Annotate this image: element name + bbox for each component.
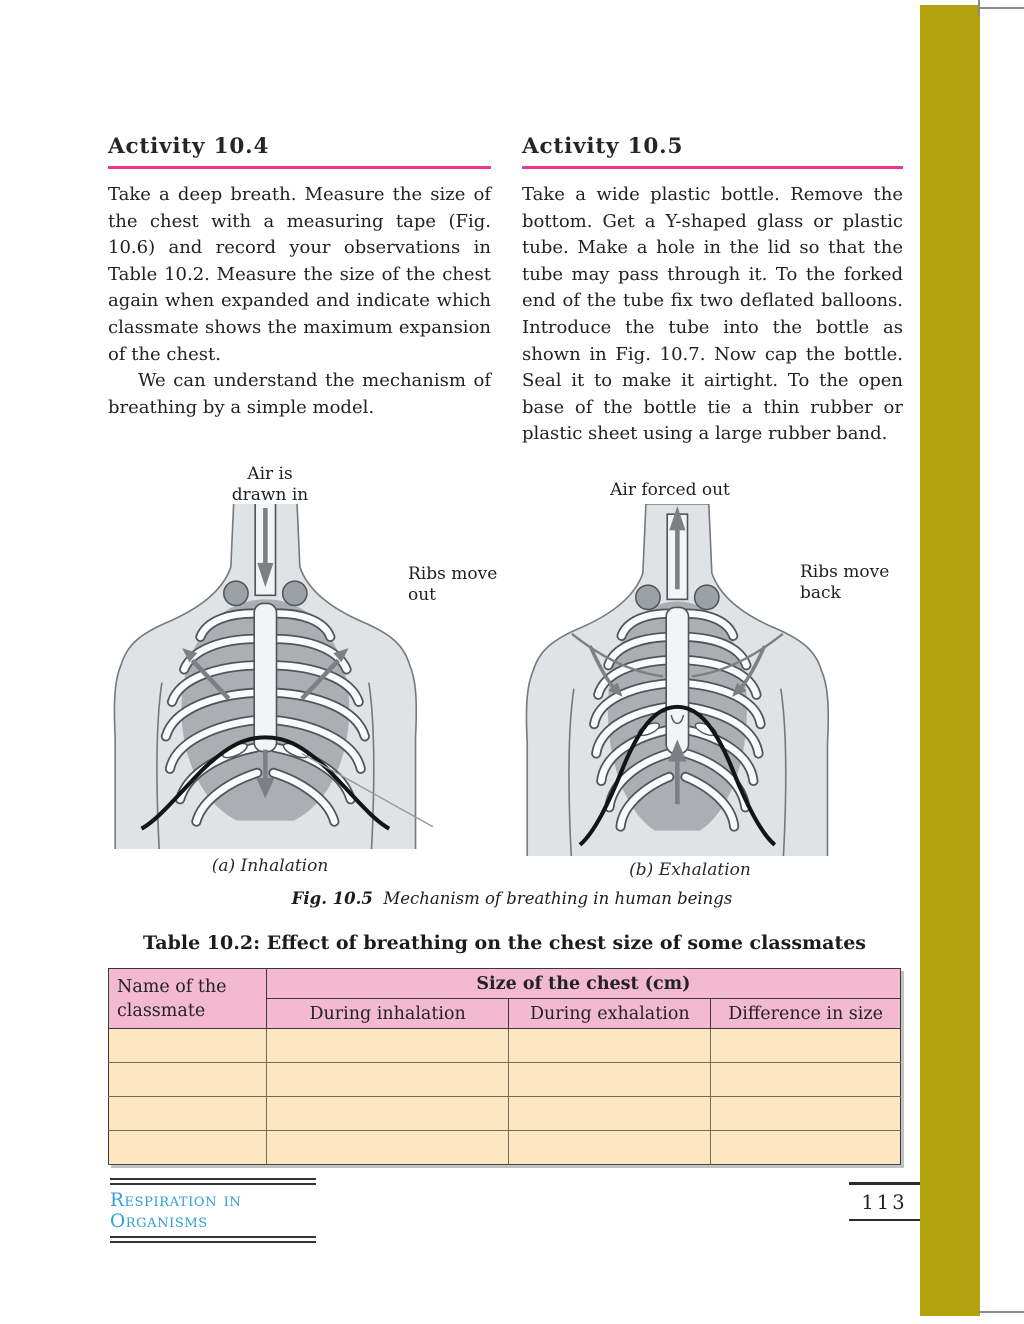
activity-10-5-section (522, 134, 903, 448)
table-empty-cell (509, 1097, 711, 1131)
column-header-exhalation: During exhalation (509, 999, 711, 1029)
table-empty-cell (266, 1029, 509, 1063)
table-empty-cell (711, 1029, 901, 1063)
observation-table (108, 968, 901, 1165)
table-title (108, 932, 901, 954)
table-empty-cell (266, 1131, 509, 1165)
table-empty-cell (109, 1097, 267, 1131)
table-empty-cell (711, 1063, 901, 1097)
column-header-inhalation: During inhalation (266, 999, 509, 1029)
ribs-move-back-label: Ribs move back (800, 562, 890, 603)
footer-chapter-block (110, 1178, 316, 1243)
inhalation-ribcage-illustration (103, 504, 448, 849)
table-empty-cell (109, 1029, 267, 1063)
ribs-move-out-label: Ribs move out (408, 564, 498, 605)
table-empty-cell (711, 1097, 901, 1131)
double-rule (110, 1236, 316, 1243)
exhalation-caption: (b) Exhalation (629, 860, 751, 880)
exhalation-ribcage-illustration (515, 504, 860, 856)
activity-10-4-section (108, 134, 491, 421)
activity-10-4-paragraph: Take a deep breath. Measure the size of the chest with a measuring tape (Fig. 10.6) and record your observations in Table 10.2. Measure the size of the chest again when expanded and indicate which classmate shows the maximum expansion of the chest. (108, 184, 491, 365)
table-empty-cell (266, 1063, 509, 1097)
activity-10-4-paragraph: We can understand the mechanism of breathing by a simple model. (108, 370, 491, 418)
table-header-row (109, 969, 901, 999)
crop-mark (978, 1311, 1024, 1313)
figure-caption (117, 889, 907, 908)
table-empty-row (109, 1029, 901, 1063)
double-rule (110, 1178, 316, 1185)
table-empty-cell (711, 1131, 901, 1165)
rule (849, 1182, 920, 1185)
column-group-header: Size of the chest (cm) (266, 969, 900, 999)
table-empty-row (109, 1063, 901, 1097)
figure-caption-text: Mechanism of breathing in human beings (383, 889, 733, 908)
pink-rule (108, 166, 491, 169)
air-drawn-in-label: Air is drawn in (231, 464, 309, 505)
table-body (109, 1029, 901, 1165)
table-empty-row (109, 1097, 901, 1131)
table-empty-cell (509, 1063, 711, 1097)
activity-10-5-paragraph: Take a wide plastic bottle. Remove the bottom. Get a Y-shaped glass or plastic tube. Make a hole in the lid so that the tube may pass through it. To the forked end of the tube fix two deflated balloons. Introduce the tube into the bottle as shown in Fig. 10.7. Now cap the bottle. Seal it to make it airtight. To the open base of the bottle tie a thin rubber or plastic sheet using a large rubber band. (522, 184, 903, 445)
activity-10-5-title: Activity 10.5 (522, 134, 684, 159)
table-empty-cell (266, 1097, 509, 1131)
activity-10-4-title: Activity 10.4 (108, 134, 270, 159)
page-edge-band (920, 5, 980, 1316)
inhalation-diagram (95, 458, 500, 888)
table-title-text: Effect of breathing on the chest size of some classmates (266, 932, 867, 954)
rule (849, 1219, 920, 1222)
exhalation-diagram (505, 458, 923, 888)
table-title-label: Table 10.2: (142, 932, 261, 954)
column-header-name: Name of the classmate (109, 969, 267, 1029)
page-number: 113 (861, 1190, 908, 1214)
table-empty-cell (509, 1029, 711, 1063)
table-empty-cell (509, 1131, 711, 1165)
page-number-block (849, 1182, 920, 1221)
table-empty-row (109, 1131, 901, 1165)
table-empty-cell (109, 1131, 267, 1165)
figure-caption-label: Fig. 10.5 (291, 889, 373, 908)
column-header-difference: Difference in size (711, 999, 901, 1029)
inhalation-caption: (a) Inhalation (211, 856, 329, 876)
crop-mark (978, 7, 1024, 9)
table-empty-cell (109, 1063, 267, 1097)
pink-rule (522, 166, 903, 169)
chapter-name: Respiration in Organisms (110, 1190, 242, 1232)
air-forced-out-label: Air forced out (610, 480, 730, 500)
